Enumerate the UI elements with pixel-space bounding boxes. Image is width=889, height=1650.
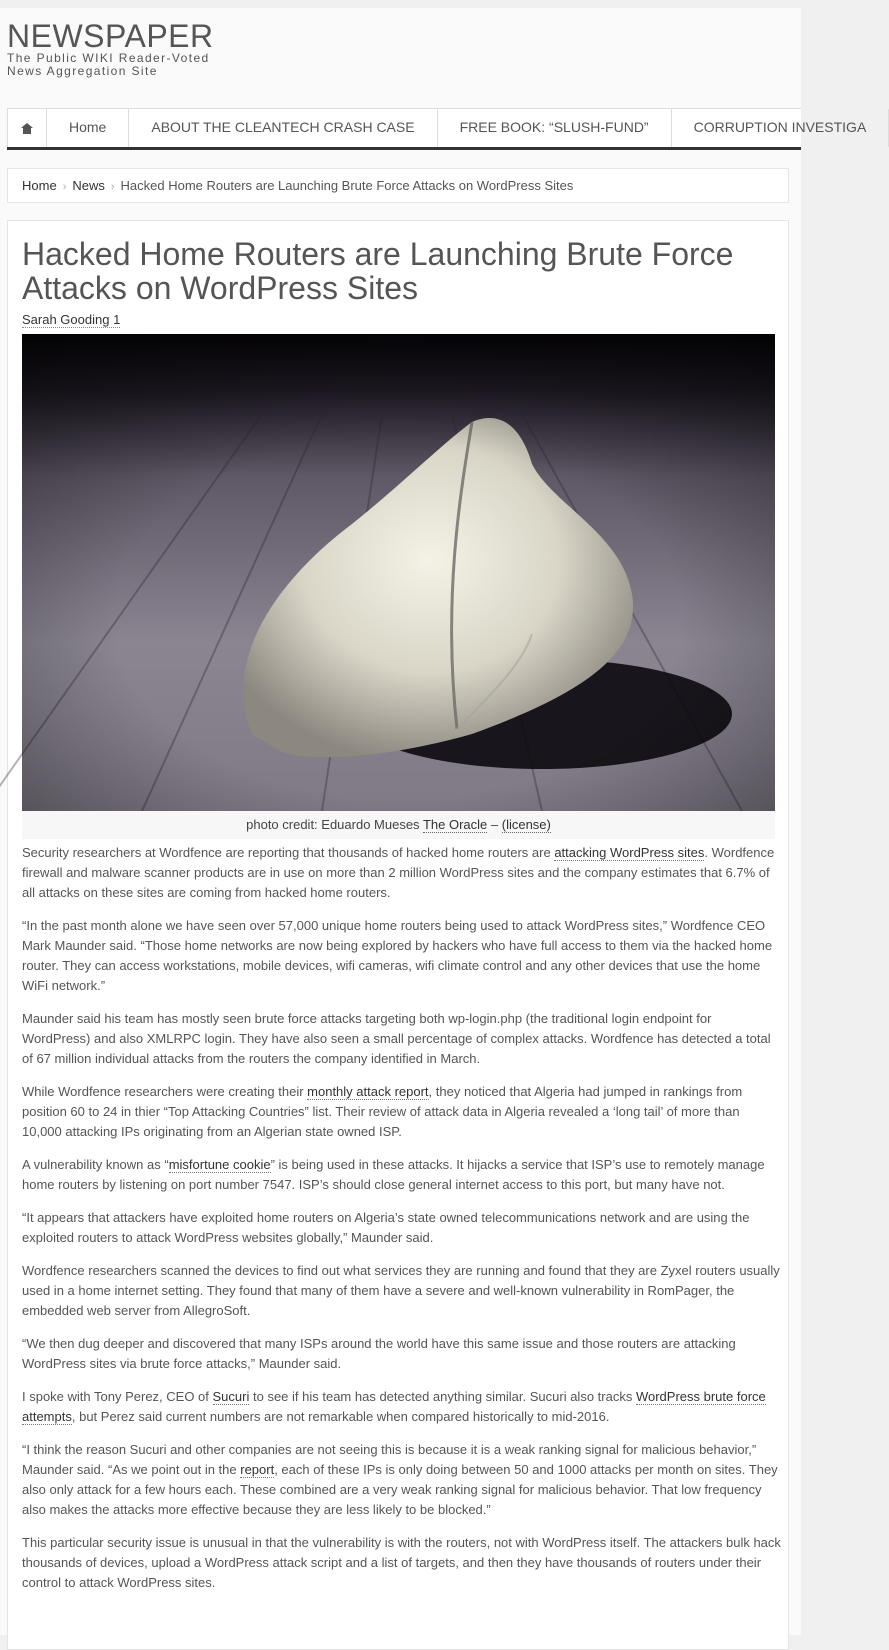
- site-tagline: The Public WIKI Reader-Voted News Aggregation Site: [7, 51, 210, 78]
- report-link[interactable]: report: [240, 1462, 275, 1477]
- paragraph: [22, 1155, 782, 1195]
- paragraph: [22, 843, 782, 903]
- sucuri-link[interactable]: Sucuri: [212, 1389, 250, 1404]
- paragraph: [22, 1082, 782, 1142]
- nav-item-corruption-investigations[interactable]: CORRUPTION INVESTIGA: [672, 109, 889, 147]
- breadcrumb: [7, 168, 789, 203]
- article: [7, 220, 789, 1650]
- author-link[interactable]: Sarah Gooding 1: [22, 312, 121, 327]
- monthly-attack-report-link[interactable]: monthly attack report: [307, 1084, 429, 1099]
- nav-item-home[interactable]: Home: [47, 109, 129, 147]
- paragraph: This particular security issue is unusual in that the vulnerability is with the routers, not with WordPress itself. The attackers bulk hack thousands of devices, upload a WordPress attack script and a list of targets, and then they have thousands of routers under their control to attack WordPress sites.: [22, 1535, 781, 1590]
- caption-photo-link[interactable]: The Oracle: [422, 817, 488, 832]
- article-title: Hacked Home Routers are Launching Brute Force Attacks on WordPress Sites: [22, 236, 734, 306]
- featured-image-fortune-cookie: [22, 334, 775, 811]
- breadcrumb-news-link[interactable]: News: [72, 178, 105, 193]
- paragraph-text: , each of these IPs is only doing between 50 and 1000 attacks per month on sites. They also only attack for a few hours each. These combined are a very weak ranking signal for malicious behavior. That low frequency also makes the attacks more effective because they are less likely to be blocked.”: [22, 1462, 778, 1517]
- fortune-cookie-photo: [22, 334, 775, 811]
- home-icon: [21, 123, 33, 134]
- chevron-right-icon: ›: [62, 181, 67, 193]
- main-nav: [7, 108, 867, 150]
- article-body: [22, 843, 782, 1606]
- paragraph-text: A vulnerability known as “: [22, 1157, 169, 1172]
- wordpress-brute-force-attempts-link[interactable]: WordPress brute force attempts: [22, 1389, 766, 1424]
- paragraph-text: . Wordfence firewall and malware scanner products are in use on more than 2 million WordPress sites and the company estimates that 6.7% of all attacks on these sites are coming from hacked home routers.: [22, 845, 775, 900]
- misfortune-cookie-link[interactable]: misfortune cookie: [168, 1157, 271, 1172]
- site-title[interactable]: NEWSPAPER: [7, 18, 214, 54]
- paragraph-text: ” is being used in these attacks. It hijacks a service that ISP’s use to remotely manage home routers by listening on port number 7547. ISP’s should close general internet access to this port, but many have not.: [22, 1157, 765, 1192]
- nav-item-free-book[interactable]: FREE BOOK: “SLUSH-FUND”: [438, 109, 672, 147]
- paragraph: “We then dug deeper and discovered that many ISPs around the world have this same issue and those routers are attacking WordPress sites via brute force attacks,” Maunder said.: [22, 1336, 736, 1371]
- paragraph: “It appears that attackers have exploited home routers on Algeria’s state owned telecommunications network and are using the exploited routers to attack WordPress websites globally,” Maunder said.: [22, 1210, 750, 1245]
- caption-prefix: photo credit: Eduardo Mueses: [246, 817, 423, 832]
- breadcrumb-home-link[interactable]: Home: [22, 178, 57, 193]
- paragraph-text: , they noticed that Algeria had jumped in rankings from position 60 to 24 in thier “Top Attacking Countries” list. Their review of attack data in Algeria revealed a ‘long tail’ of more than 10,000 attacking IPs originating from an Algerian state owned ISP.: [22, 1084, 743, 1139]
- paragraph: Maunder said his team has mostly seen brute force attacks targeting both wp-login.php (the traditional login endpoint for WordPress) and also XMLRPC login. They have also seen a small percentage of complex attacks. Wordfence has detected a total of 67 million individual attacks from the routers the company identified in March.: [22, 1011, 771, 1066]
- page: [0, 8, 867, 1635]
- paragraph-text: to see if his team has detected anything similar. Sucuri also tracks: [249, 1389, 636, 1404]
- caption-license-link[interactable]: (license): [501, 817, 551, 832]
- paragraph-text: While Wordfence researchers were creating their: [22, 1084, 308, 1099]
- nav-item-cleantech-crash-case[interactable]: ABOUT THE CLEANTECH CRASH CASE: [129, 109, 437, 147]
- paragraph: “In the past month alone we have seen over 57,000 unique home routers being used to attack WordPress sites,” Wordfence CEO Mark Maunder said. “Those home networks are now being explored by hackers who have full access to them via the hacked home router. They can access workstations, mobile devices, wifi cameras, wifi climate control and any other devices that use the home WiFi network.”: [22, 918, 773, 993]
- paragraph: [22, 1440, 782, 1520]
- paragraph-text: , but Perez said current numbers are not remarkable when compared historically to mid-2016.: [71, 1409, 610, 1424]
- paragraph-text: Security researchers at Wordfence are reporting that thousands of hacked home routers are: [22, 845, 555, 860]
- breadcrumb-current: Hacked Home Routers are Launching Brute Force Attacks on WordPress Sites: [120, 178, 574, 193]
- paragraph: Wordfence researchers scanned the devices to find out what services they are running and found that they are Zyxel routers usually used in a home internet setting. They found that many of them have a severe and well-known vulnerability in RomPager, the embedded web server from AllegroSoft.: [22, 1263, 780, 1318]
- paragraph-text: I spoke with Tony Perez, CEO of: [22, 1389, 213, 1404]
- nav-home-icon-button[interactable]: [7, 109, 47, 147]
- caption-separator: –: [487, 817, 502, 832]
- paragraph-text: “I think the reason Sucuri and other companies are not seeing this is because it is a weak ranking signal for malicious behavior,” Maunder said. “As we point out in the: [22, 1442, 757, 1477]
- attacking-wordpress-sites-link[interactable]: attacking WordPress sites: [554, 845, 705, 860]
- paragraph: [22, 1387, 782, 1427]
- chevron-right-icon: ›: [110, 181, 115, 193]
- image-caption: [22, 811, 775, 839]
